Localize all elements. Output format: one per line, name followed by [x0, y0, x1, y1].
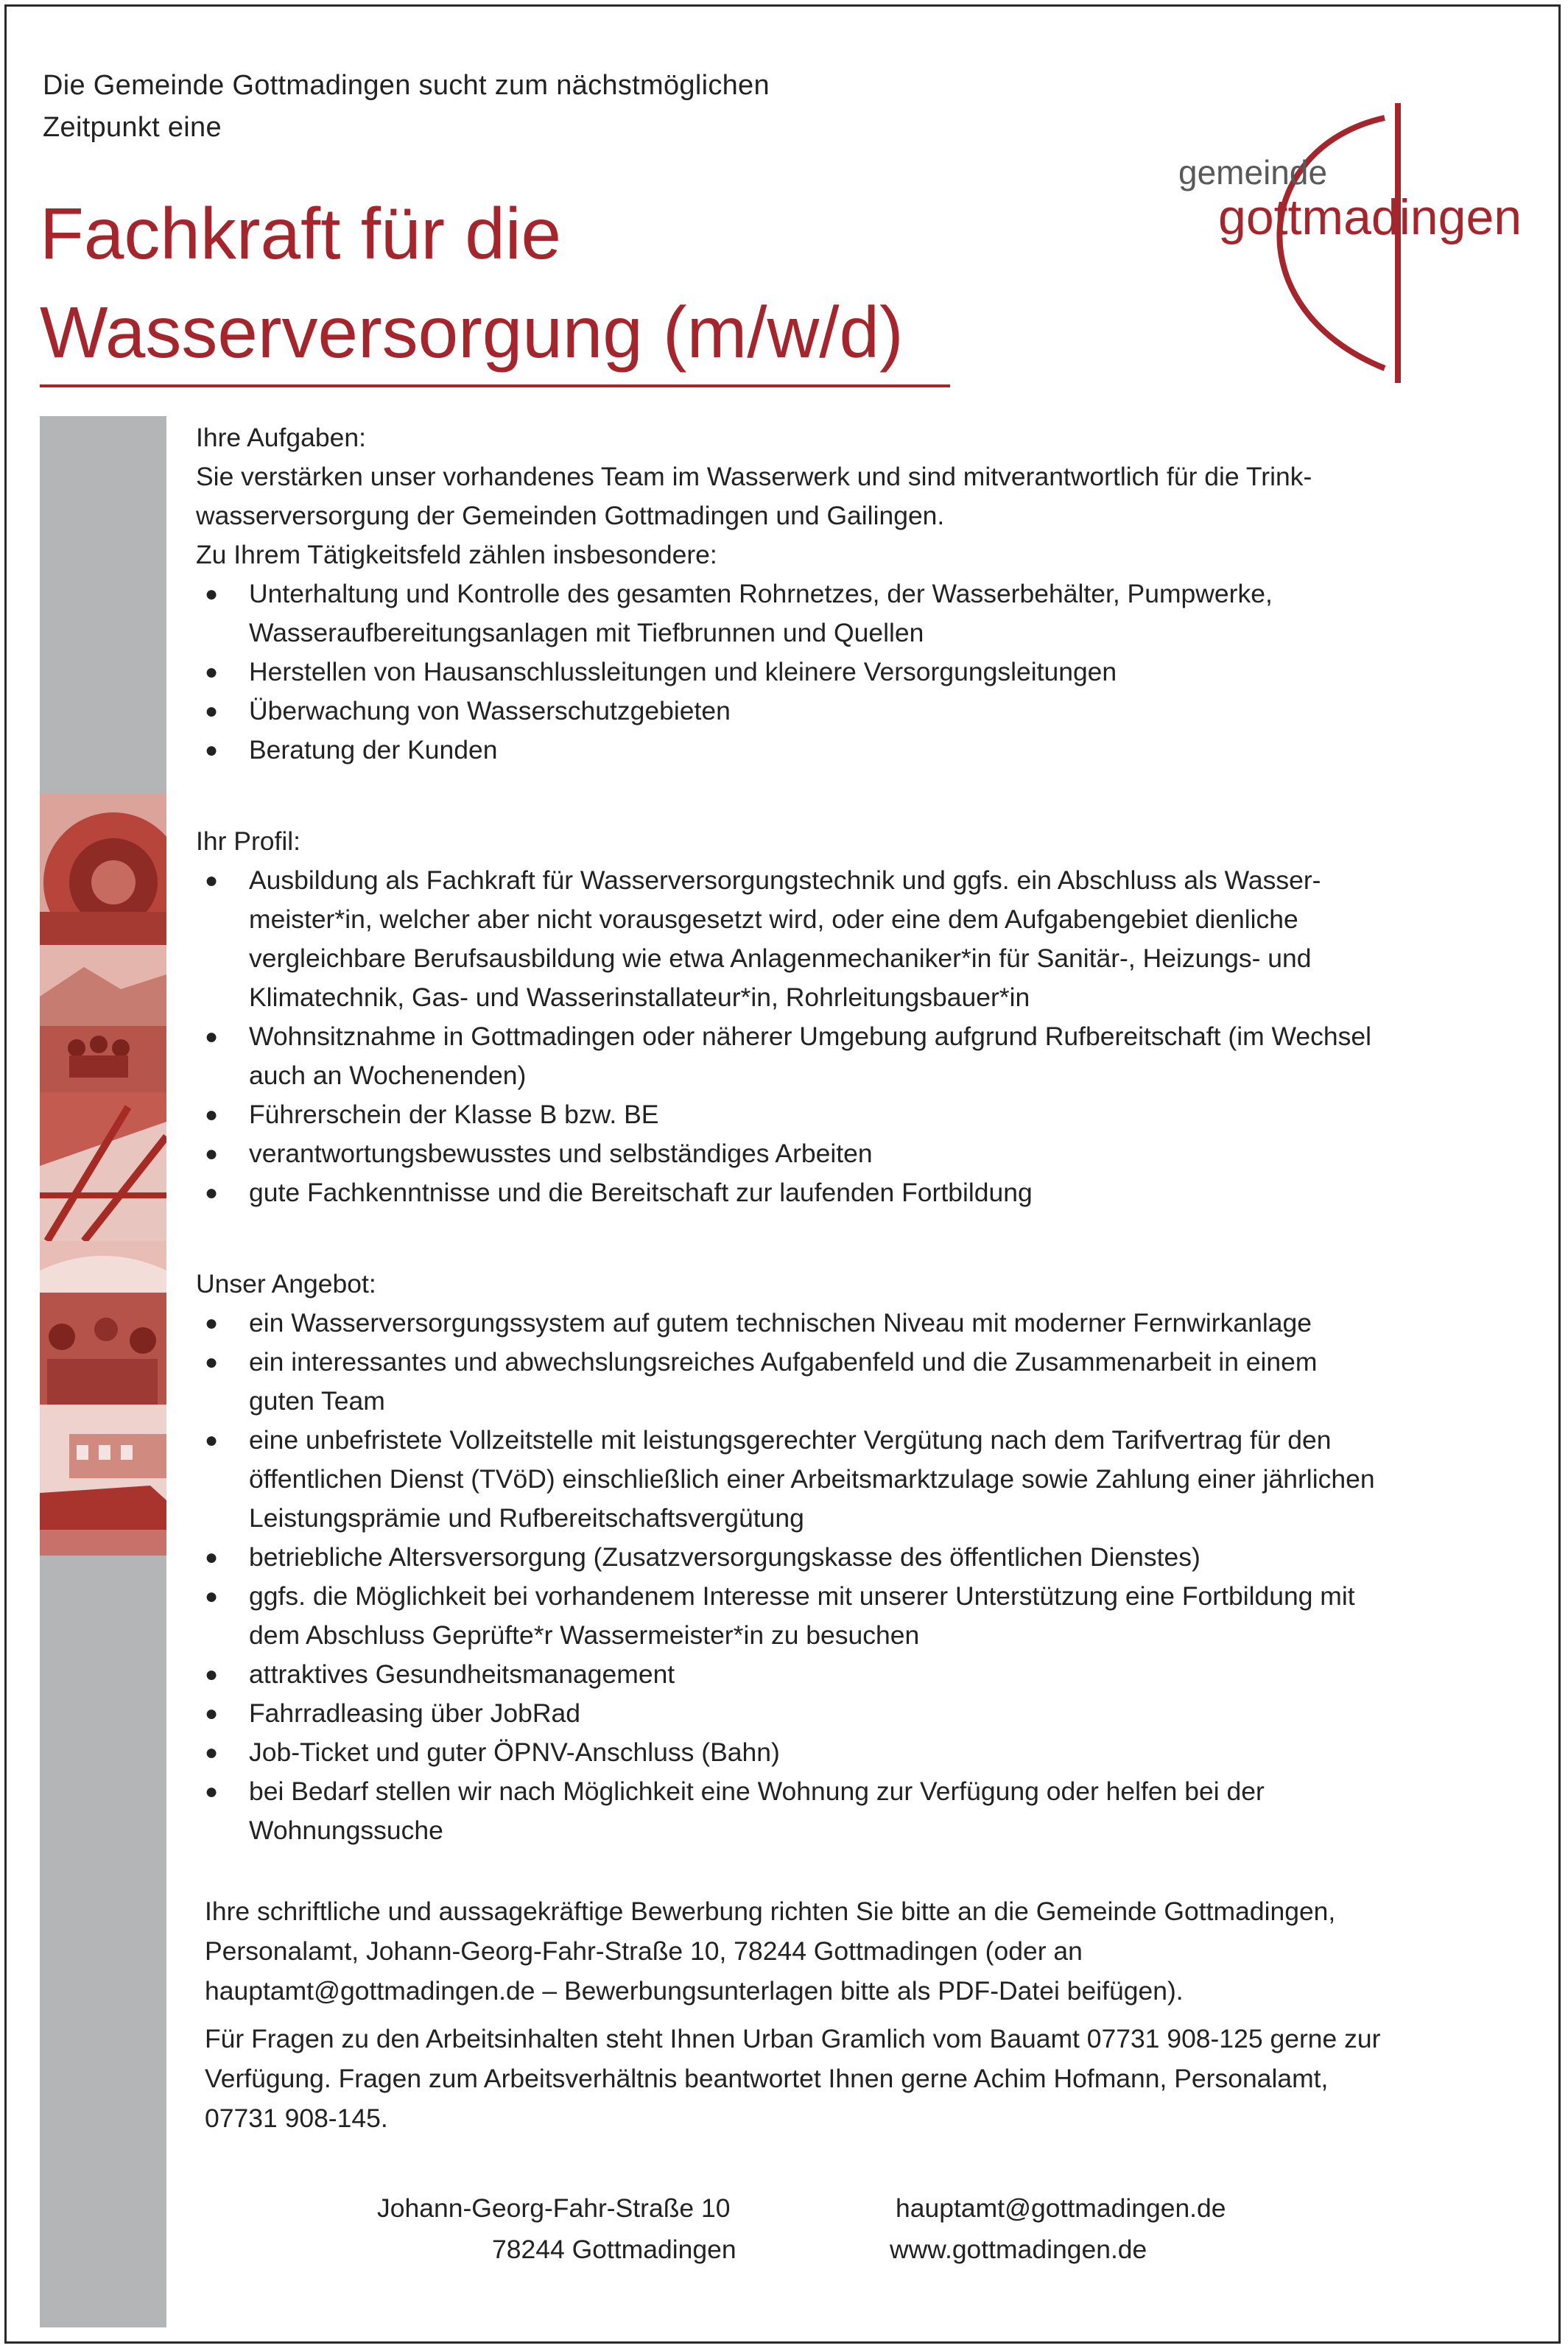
logo-text-gemeinde: gemeinde [1178, 153, 1328, 191]
main-content [196, 418, 1522, 1850]
footer-address [377, 2187, 745, 2270]
section-angebot [196, 1265, 1522, 1850]
aufgaben-paragraph-line-2: wasserversorgung der Gemeinden Gottmadingen und Gailingen. [196, 501, 945, 530]
application-paragraph: Ihre schriftliche und aussagekräftige Bewerbung richten Sie bitte an die Gemeinde Gottmadingen, Personalamt, Johann-Georg-Fahr-Straße 10, 78244 Gottmadingen (oder an hauptamt@gottmadingen.de – Bewerbungsunterlagen bitte als PDF-Datei beifügen). [205, 1897, 1336, 2006]
section-aufgaben [196, 418, 1522, 770]
bullet-icon: ● [205, 1025, 219, 1049]
list-item: ● Führerschein der Klasse B bzw. BE [196, 1095, 1522, 1134]
intro-line-2: Zeitpunkt eine [43, 112, 222, 143]
bullet-icon: ● [205, 1584, 219, 1609]
bullet-icon: ● [205, 582, 219, 606]
footer-web-link[interactable]: www.gottmadingen.de [890, 2235, 1147, 2264]
bullet-icon: ● [205, 1181, 219, 1205]
list-item: ● Überwachung von Wasserschutzgebieten [196, 692, 1522, 731]
bullet-icon: ● [205, 1740, 219, 1765]
bullet-icon: ● [205, 660, 219, 684]
aufgaben-heading: Ihre Aufgaben: [196, 423, 366, 452]
bullet-icon: ● [205, 1350, 219, 1374]
job-title [40, 184, 904, 382]
photo-train [40, 1405, 166, 1556]
list-item: ● ein interessantes und abwechslungsreiches Aufgabenfeld und die Zusammenarbeit in einem guten Team [196, 1343, 1522, 1421]
list-item: ● bei Bedarf stellen wir nach Möglichkeit eine Wohnung zur Verfügung oder helfen bei der Wohnungssuche [196, 1772, 1522, 1850]
angebot-heading: Unser Angebot: [196, 1269, 376, 1299]
list-item: ● Herstellen von Hausanschlussleitungen und kleinere Versorgungsleitungen [196, 653, 1522, 692]
intro-text [43, 65, 770, 149]
bullet-icon: ● [205, 1428, 219, 1452]
footer-city: 78244 Gottmadingen [492, 2235, 736, 2264]
aufgaben-list [196, 574, 1522, 770]
bullet-icon: ● [205, 1545, 219, 1570]
aufgaben-paragraph-line-1: Sie verstärken unser vorhandenes Team im Wasserwerk und sind mitverantwortlich für die Trink- [196, 462, 1312, 491]
bullet-icon: ● [205, 1779, 219, 1804]
list-item: ● betriebliche Altersversorgung (Zusatzversorgungskasse des öffentlichen Dienstes) [196, 1538, 1522, 1577]
list-item: ● gute Fachkenntnisse und die Bereitschaft zur laufenden Fortbildung [196, 1173, 1522, 1212]
list-item: ● ggfs. die Möglichkeit bei vorhandenem Interesse mit unserer Unterstützung eine Fortbildung mit dem Abschluss Geprüfte*r Wassermeister*in zu besuchen [196, 1577, 1522, 1655]
list-item: ● eine unbefristete Vollzeitstelle mit leistungsgerechter Vergütung nach dem Tarifvertrag für den öffentlichen Dienst (TVöD) einschließlich einer Arbeitsmarktzulage sowie Zahlung einer jährlichen Leistungsprämie und Rufbereitschaftsvergütung [196, 1421, 1522, 1538]
angebot-list [196, 1304, 1522, 1850]
section-profil [196, 822, 1522, 1212]
job-title-line-1: Fachkraft für die [40, 193, 562, 274]
photo-cyclists [40, 945, 166, 1092]
footer-email-link[interactable]: hauptamt@gottmadingen.de [896, 2193, 1226, 2223]
footer-street: Johann-Georg-Fahr-Straße 10 [377, 2193, 731, 2223]
side-bar-bottom [40, 1556, 166, 2327]
list-item: ● Wohnsitznahme in Gottmadingen oder näherer Umgebung aufgrund Rufbereitschaft (im Wechsel auch an Wochenenden) [196, 1017, 1522, 1095]
footer-contact [890, 2187, 1226, 2270]
list-item: ● verantwortungsbewusstes und selbständiges Arbeiten [196, 1134, 1522, 1173]
title-underline [40, 384, 950, 387]
profil-list [196, 861, 1522, 1212]
bullet-icon: ● [205, 1662, 219, 1687]
bullet-icon: ● [205, 1103, 219, 1127]
photo-fountain [40, 794, 166, 945]
list-item: ● ein Wasserversorgungssystem auf gutem technischen Niveau mit moderner Fernwirkanlage [196, 1304, 1522, 1343]
bullet-icon: ● [205, 868, 219, 893]
side-bar-top [40, 416, 166, 794]
list-item: ● Unterhaltung und Kontrolle des gesamten Rohrnetzes, der Wasserbehälter, Pumpwerke, Wasseraufbereitungsanlagen mit Tiefbrunnen und Quellen [196, 574, 1522, 653]
bullet-icon: ● [205, 1142, 219, 1166]
bullet-icon: ● [205, 1311, 219, 1335]
photo-architecture [40, 1092, 166, 1241]
logo-text-gottmadingen: gottmadingen [1218, 189, 1522, 245]
list-item: ● Job-Ticket und guter ÖPNV-Anschluss (Bahn) [196, 1733, 1522, 1772]
list-item: ● Fahrradleasing über JobRad [196, 1694, 1522, 1733]
list-item: ● attraktives Gesundheitsmanagement [196, 1655, 1522, 1694]
bullet-icon: ● [205, 699, 219, 723]
intro-line-1: Die Gemeinde Gottmadingen sucht zum nächstmöglichen [43, 70, 770, 101]
list-item: ● Beratung der Kunden [196, 731, 1522, 770]
bullet-icon: ● [205, 1701, 219, 1726]
list-item: ● Ausbildung als Fachkraft für Wasserversorgungstechnik und ggfs. ein Abschluss als Wasser- meister*in, welcher aber nicht vorausgesetzt wird, oder eine dem Aufgabengebiet dienliche vergleichbare Berufsausbildung wie etwa Anlagenmechaniker*in für Sanitär-, Heizungs- und Klimatechnik, Gas- und Wasserinstallateur*in, Rohrleitungsbauer*in [196, 861, 1522, 1017]
job-title-line-2: Wasserversorgung (m/w/d) [40, 292, 904, 373]
profil-heading: Ihr Profil: [196, 826, 301, 856]
bullet-icon: ● [205, 738, 219, 762]
aufgaben-subheading: Zu Ihrem Tätigkeitsfeld zählen insbesondere: [196, 540, 717, 569]
application-contact [205, 1891, 1530, 2146]
questions-paragraph: Für Fragen zu den Arbeitsinhalten steht Ihnen Urban Gramlich vom Bauamt 07731 908-125 gerne zur Verfügung. Fragen zum Arbeitsverhältnis beantwortet Ihnen gerne Achim Hofmann, Personalamt, 07731 908-145. [205, 2024, 1381, 2133]
photo-market [40, 1241, 166, 1405]
gottmadingen-logo [1164, 88, 1554, 383]
